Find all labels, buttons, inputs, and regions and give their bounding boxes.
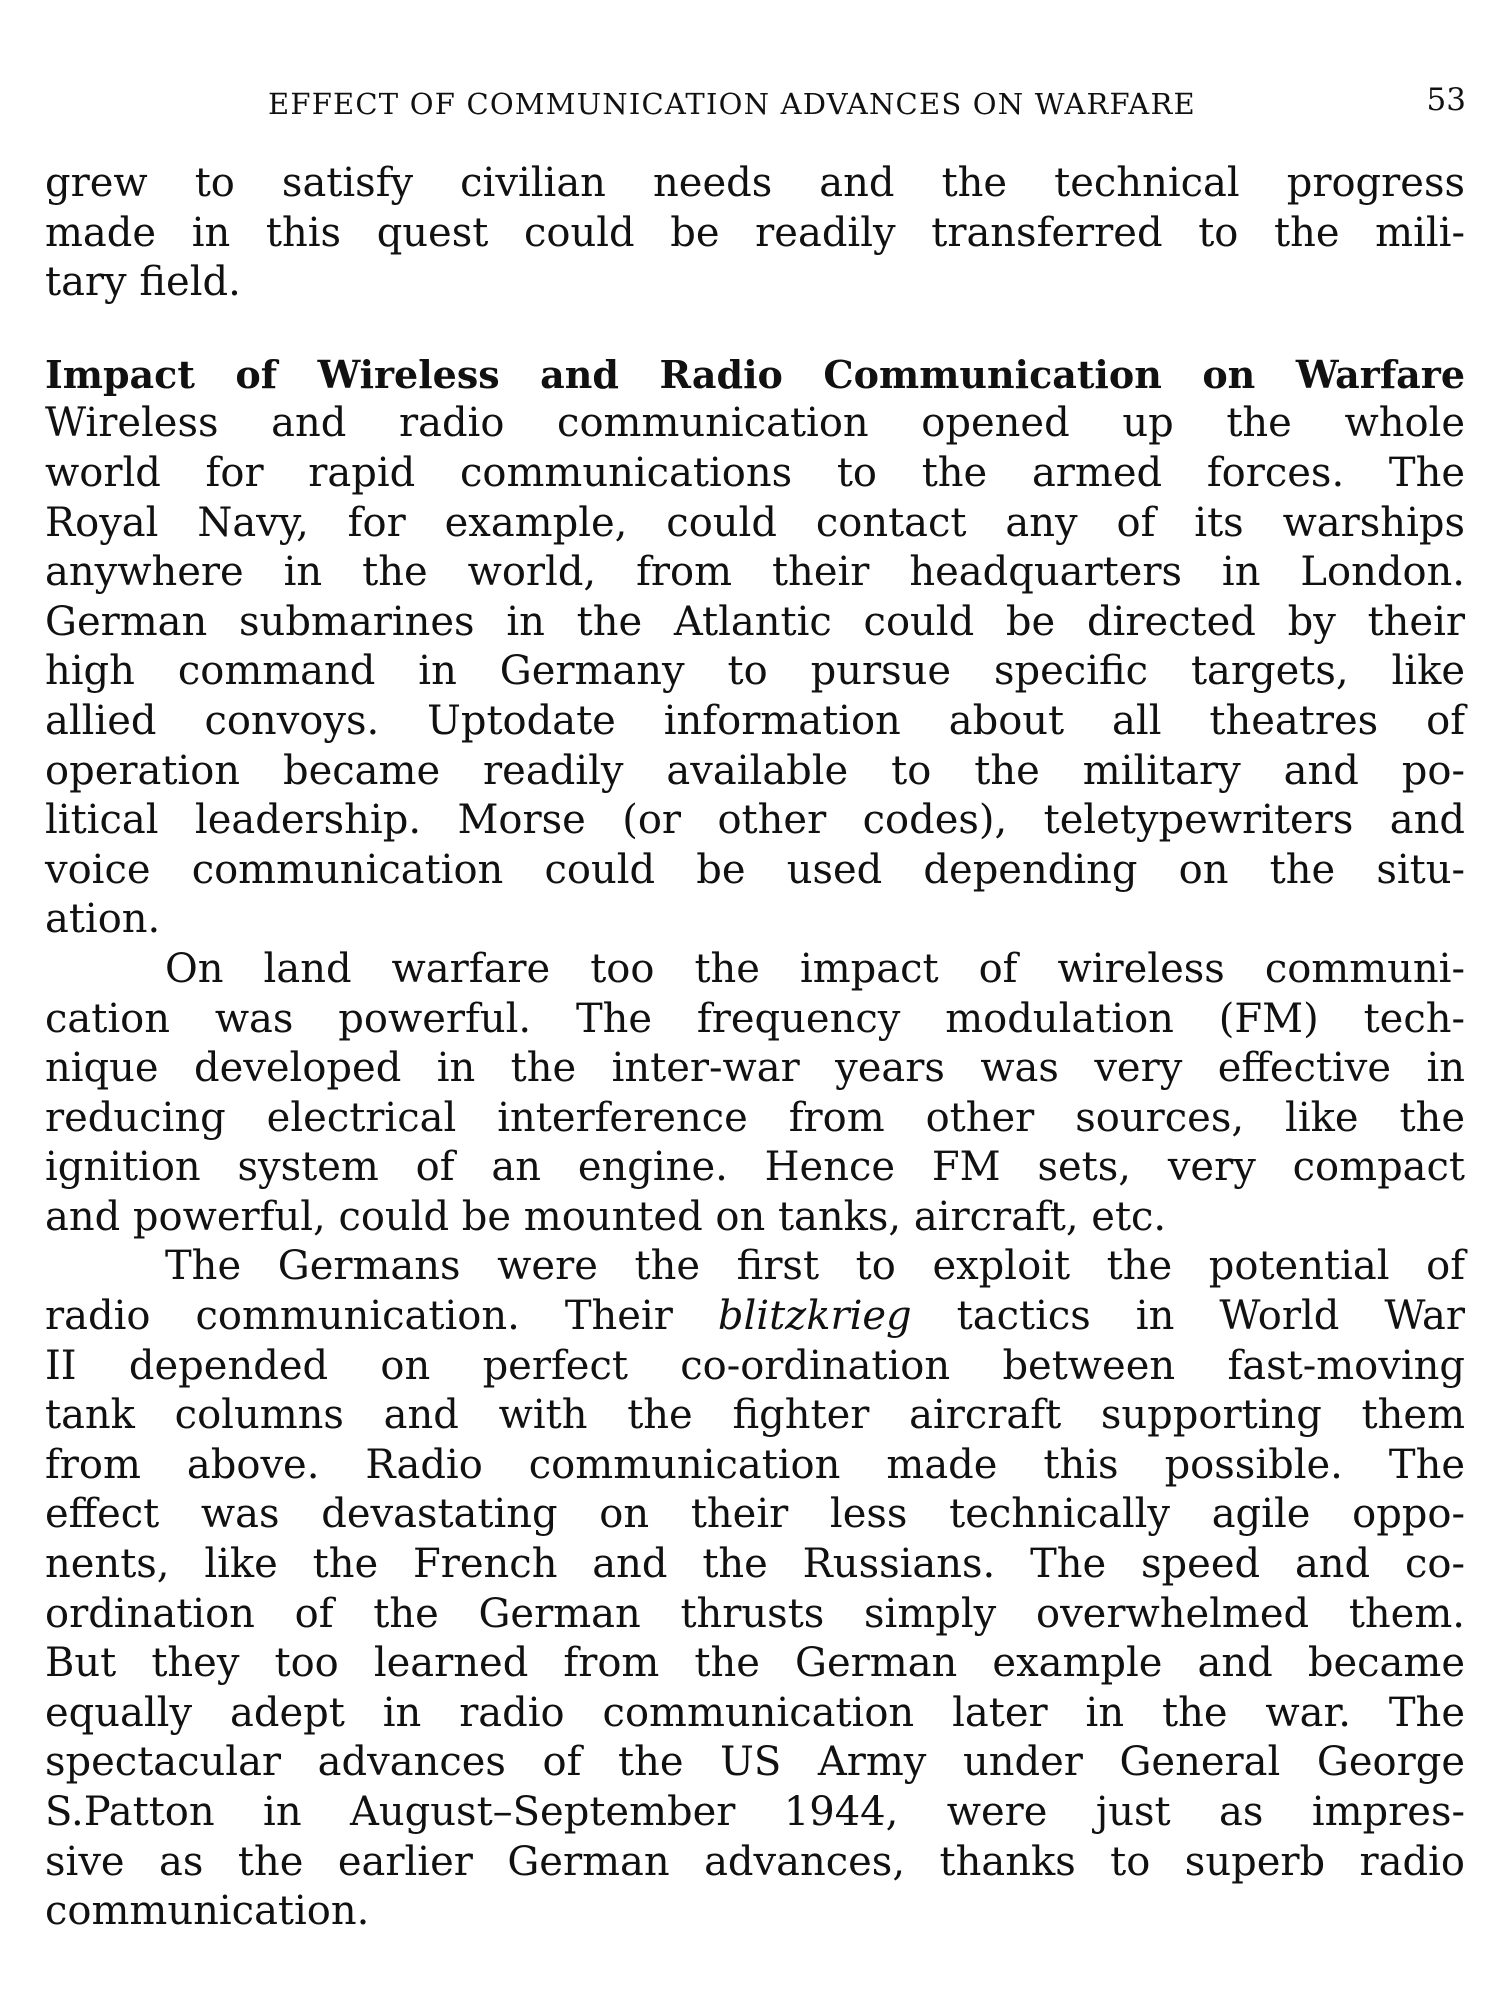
section-gap [45, 308, 1465, 350]
italic-term: blitzkrieg [717, 1293, 912, 1340]
text-line: made in this quest could be readily transferred to the mili- [45, 209, 1465, 256]
text-line: communication. [45, 1888, 370, 1935]
paragraph-3 [45, 1242, 1465, 1936]
text-line: effect was devastating on their less technically agile oppo- [45, 1491, 1465, 1538]
text-line: nents, like the French and the Russians. The speed and co- [45, 1541, 1465, 1588]
text-line: cation was powerful. The frequency modulation (FM) tech- [45, 995, 1465, 1042]
text-line: II depended on perfect co-ordination between fast-moving [45, 1342, 1465, 1389]
text-line: But they too learned from the German example and became [45, 1640, 1465, 1687]
page-number: 53 [1426, 82, 1466, 118]
paragraph-1 [45, 399, 1465, 945]
text-line: from above. Radio communication made this possible. The [45, 1441, 1465, 1488]
text-run: tactics in World War [911, 1293, 1466, 1340]
text-line: operation became readily available to the military and po- [45, 747, 1465, 794]
text-line: tary field. [45, 259, 241, 306]
text-line: high command in Germany to pursue specific targets, like [45, 648, 1465, 695]
text-line: sive as the earlier German advances, thanks to superb radio [45, 1838, 1465, 1885]
text-line: equally adept in radio communication later in the war. The [45, 1689, 1465, 1736]
text-line: tank columns and with the fighter aircraft supporting them [45, 1392, 1465, 1439]
body-text [45, 159, 1465, 1937]
text-line: ation. [45, 896, 161, 943]
text-line: On land warfare too the impact of wireless communi- [165, 945, 1465, 992]
text-line: litical leadership. Morse (or other codes), teletypewriters and [45, 797, 1465, 844]
text-line: S.Patton in August–September 1944, were just as impres- [45, 1789, 1465, 1835]
text-line: nique developed in the inter-war years was very effective in [45, 1045, 1465, 1092]
text-line: German submarines in the Atlantic could be directed by their [45, 598, 1465, 645]
text-line: reducing electrical interference from other sources, like the [45, 1094, 1465, 1141]
continued-paragraph [45, 159, 1465, 308]
section-heading: Impact of Wireless and Radio Communication on Warfare [45, 351, 1465, 397]
text-line: allied convoys. Uptodate information about all theatres of [45, 697, 1465, 744]
text-line: The Germans were the first to exploit the potential of [165, 1243, 1465, 1290]
text-line: grew to satisfy civilian needs and the technical progress [45, 160, 1465, 206]
text-line-with-emphasis [45, 1292, 1465, 1342]
running-head: EFFECT OF COMMUNICATION ADVANCES ON WARFARE [268, 87, 1196, 121]
text-line: anywhere in the world, from their headquarters in London. [45, 549, 1465, 596]
text-line: spectacular advances of the US Army under General George [45, 1739, 1465, 1786]
text-line: world for rapid communications to the armed forces. The [45, 449, 1465, 496]
text-run: radio communication. Their [45, 1293, 718, 1340]
text-line: ignition system of an engine. Hence FM sets, very compact [45, 1144, 1465, 1191]
text-line: Wireless and radio communication opened up the whole [45, 400, 1465, 447]
text-line: Royal Navy, for example, could contact any of its warships [45, 499, 1465, 546]
text-line: ordination of the German thrusts simply overwhelmed them. [45, 1590, 1465, 1637]
paragraph-2 [45, 945, 1465, 1243]
text-line: and powerful, could be mounted on tanks, aircraft, etc. [45, 1193, 1167, 1240]
text-line: voice communication could be used depending on the situ- [45, 846, 1465, 893]
